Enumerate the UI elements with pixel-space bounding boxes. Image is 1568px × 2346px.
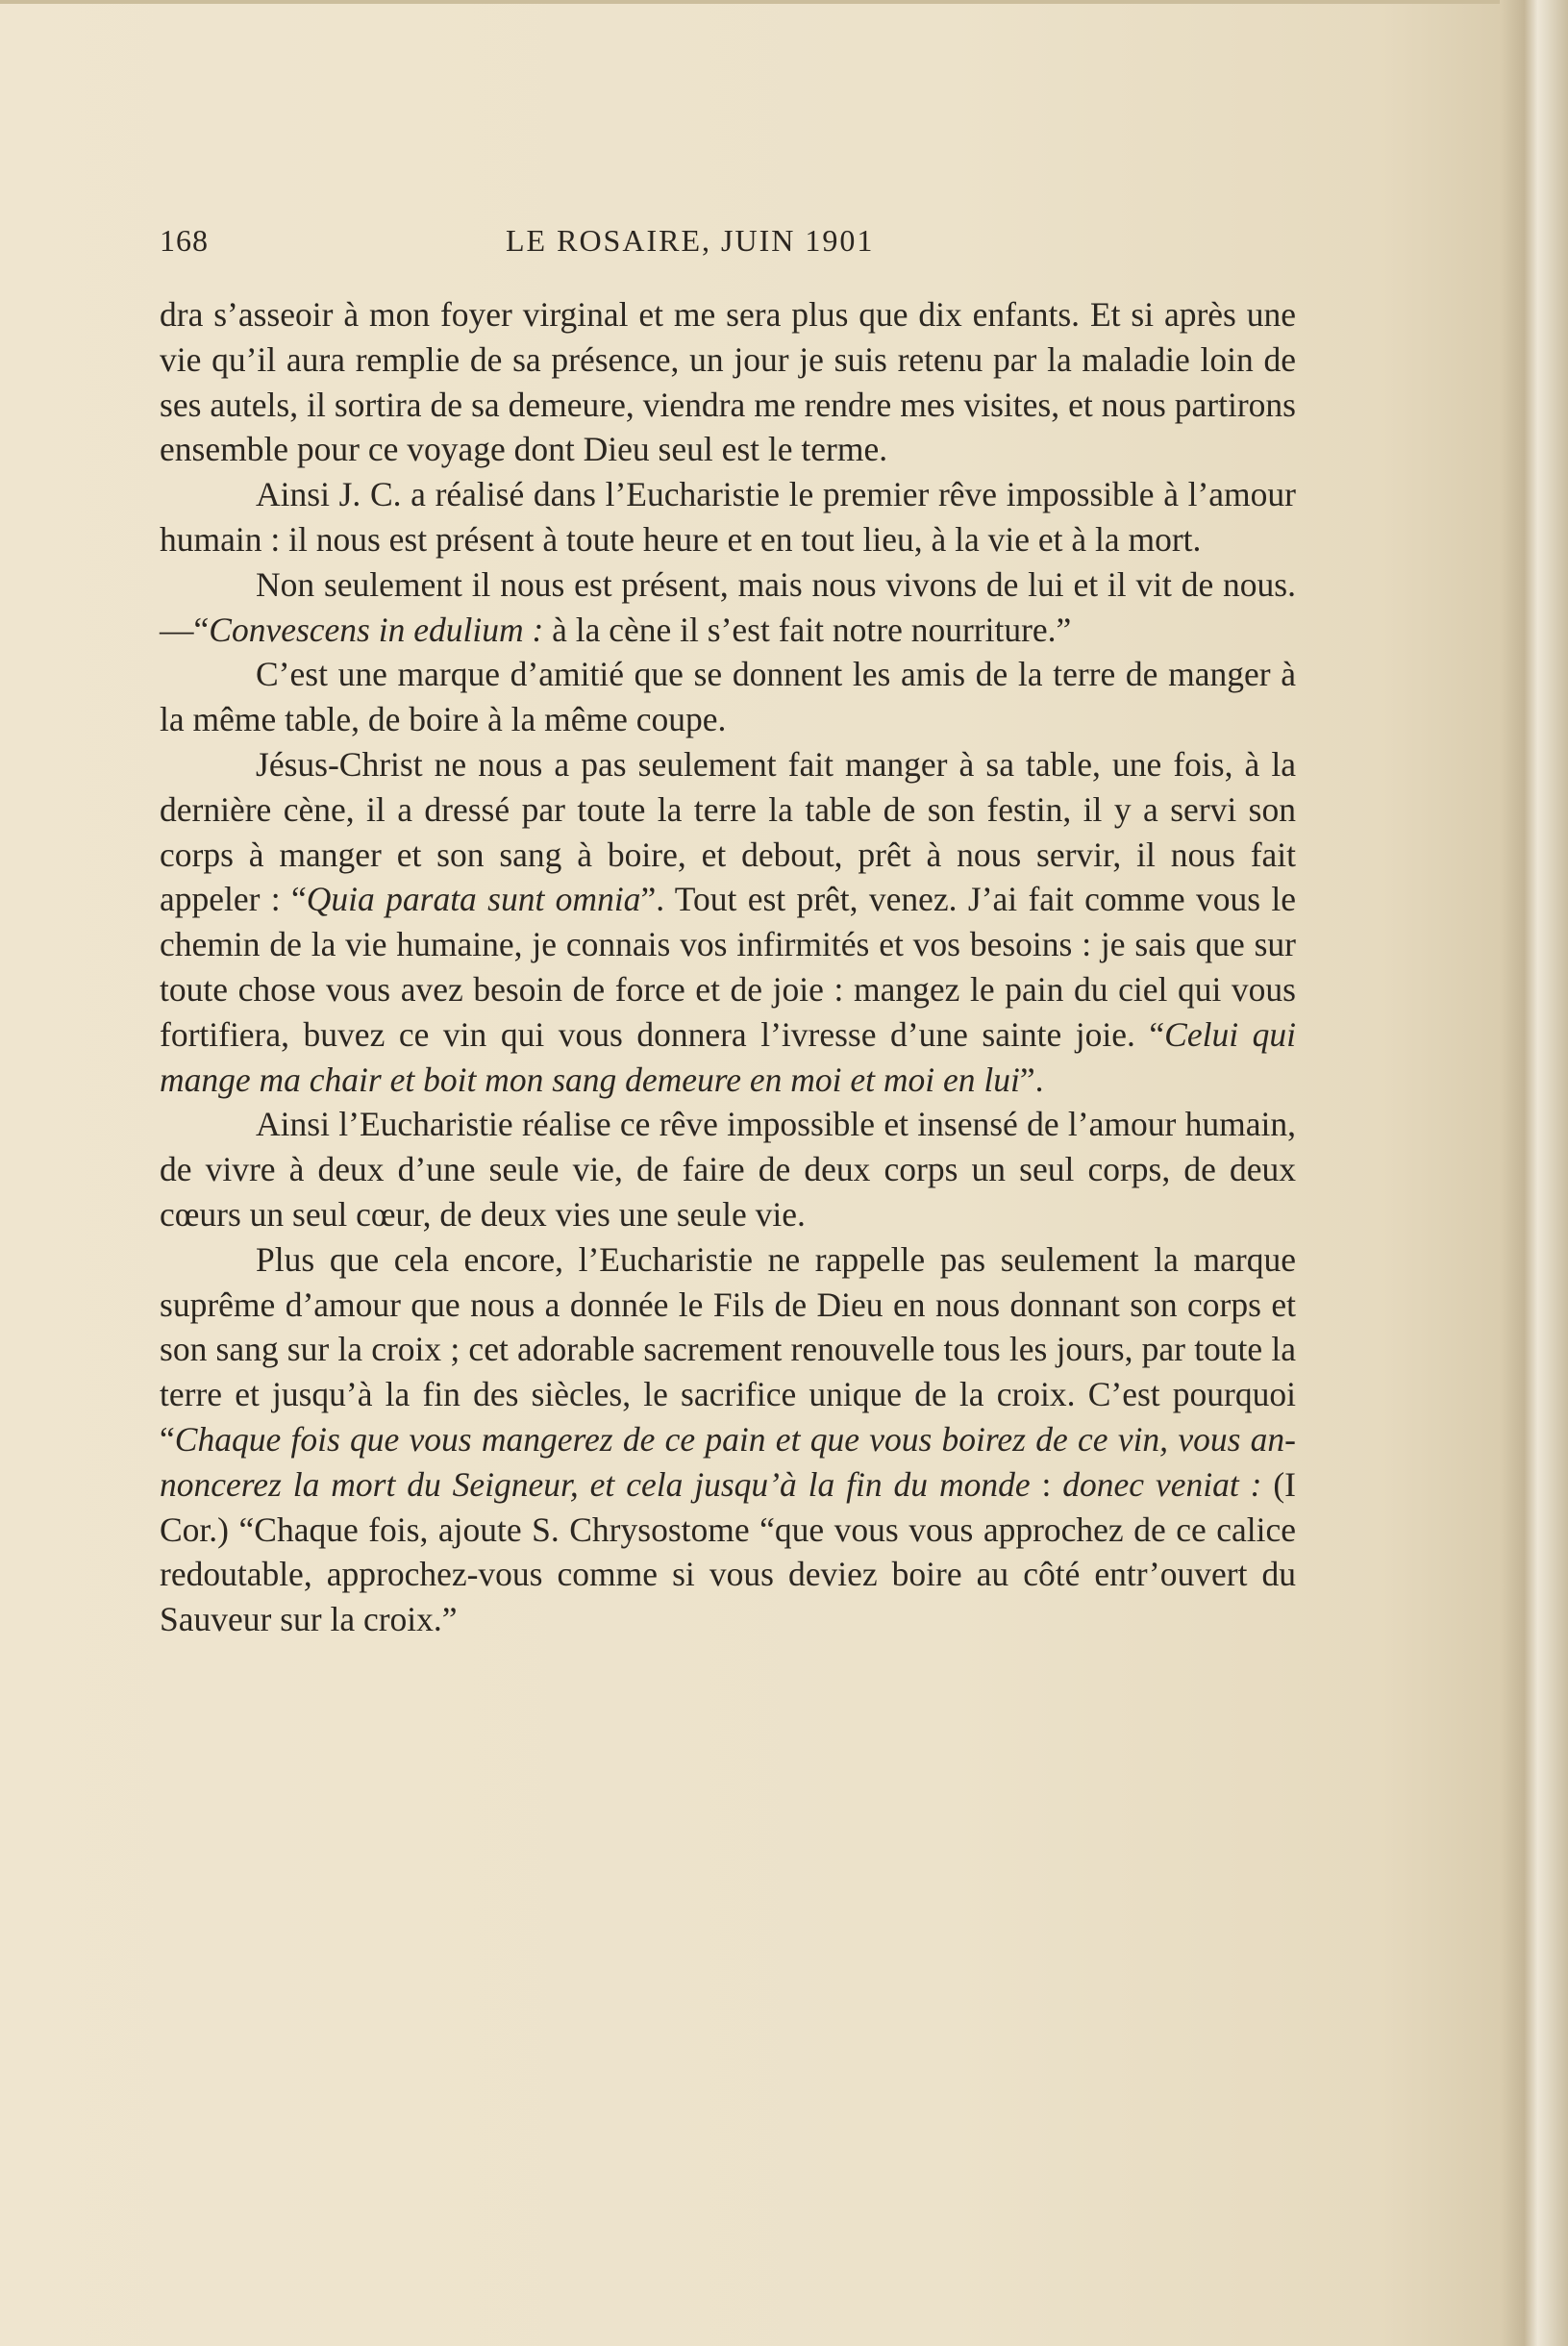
text-run: dra s’asseoir à mon foyer virginal et me sera plus que dix enfants. Et si après une vie qu’il aura remplie de sa présence, un jour je suis retenu par la maladie loin de ses autels, il sortira de sa demeure, viendra me rendre mes visites, et nous partirons ensemble pour ce voyage dont Dieu seul est le terme. bbox=[160, 295, 1296, 469]
text-run: Non seulement il nous est présent, mais nous vivons de lui et il vit de nous.—“ bbox=[160, 564, 1296, 649]
running-head bbox=[160, 223, 1296, 262]
paragraph bbox=[160, 652, 1296, 742]
paragraph bbox=[160, 472, 1296, 562]
text-run: Jésus-Christ ne nous a pas seulement fait manger à sa table, une fois, à la dernière cène, il a dressé par toute la terre la table de son festin, il y a servi son corps à manger et son sang à boire, et debout, prêt à nous servir, il nous fait appeler : “ bbox=[160, 744, 1296, 919]
text-run: (I Cor.) “Chaque fois, ajoute S. Chrysostome “que vous vous approchez de ce calice redoutable, approchez-vous comme si vous deviez boire au côté entr’ouvert du Sauveur sur la croix.” bbox=[160, 1464, 1296, 1639]
text-run: C’est une marque d’amitié que se donnent les amis de la terre de manger à la même table, de boire à la même coupe. bbox=[160, 655, 1296, 739]
page-edge-shadow bbox=[1501, 0, 1568, 2346]
running-title: LE ROSAIRE, JUIN 1901 bbox=[506, 223, 875, 258]
text-run: Ainsi l’Eucharistie réalise ce rêve impossible et insensé de l’amour humain, de vivre à deux d’une seule vie, de faire de deux corps un seul corps, de deux cœurs un seul cœur, de deux vies une seule vie. bbox=[160, 1105, 1296, 1234]
italic-quote: Convescens in edulium : bbox=[209, 610, 544, 649]
body-text bbox=[160, 292, 1296, 1642]
text-run: : bbox=[1030, 1464, 1063, 1504]
paragraph bbox=[160, 292, 1296, 472]
text-run: Ainsi J. C. a réalisé dans l’Eucharistie le premier rêve impossible à l’amour humain : il nous est présent à toute heure et en tout lieu, à la vie et à la mort. bbox=[160, 475, 1296, 559]
italic-quote: Chaque fois que vous mangerez de ce pain et que vous boirez de ce vin, vous annoncerez la mort du Seigneur, et cela jusqu’à la fin du monde bbox=[160, 1419, 1296, 1504]
italic-quote: Celui qui mange ma chair et boit mon sang demeure en moi et moi en lui bbox=[160, 1014, 1296, 1099]
text-run: à la cène il s’est fait notre nourriture.” bbox=[543, 610, 1072, 649]
italic-quote: Quia parata sunt omnia bbox=[306, 880, 641, 919]
text-run: ”. bbox=[1019, 1060, 1044, 1099]
paragraph bbox=[160, 742, 1296, 1102]
text-run: Plus que cela encore, l’Eucharistie ne rappelle pas seulement la marque suprême d’amour que nous a donnée le Fils de Dieu en nous donnant son corps et son sang sur la croix ; cet adorable sacrement renouvelle tous les jours, par toute la terre et jusqu’à la fin des siècles, le sacrifice unique de la croix. C’est pourquoi “ bbox=[160, 1239, 1296, 1459]
italic-quote: donec veniat : bbox=[1062, 1464, 1262, 1504]
top-edge-rule bbox=[0, 0, 1500, 4]
paragraph bbox=[160, 1102, 1296, 1236]
paragraph bbox=[160, 1237, 1296, 1642]
page-number: 168 bbox=[160, 223, 209, 258]
paragraph bbox=[160, 562, 1296, 653]
text-run: ”. Tout est prêt, venez. J’ai fait comme vous le chemin de la vie humaine, je connais vos infirmités et vos besoins : je sais que sur toute chose vous avez besoin de force et de joie : mangez le pain du ciel qui vous fortifiera, buvez ce vin qui vous donnera l’ivresse d’une sainte joie. “ bbox=[160, 880, 1297, 1054]
